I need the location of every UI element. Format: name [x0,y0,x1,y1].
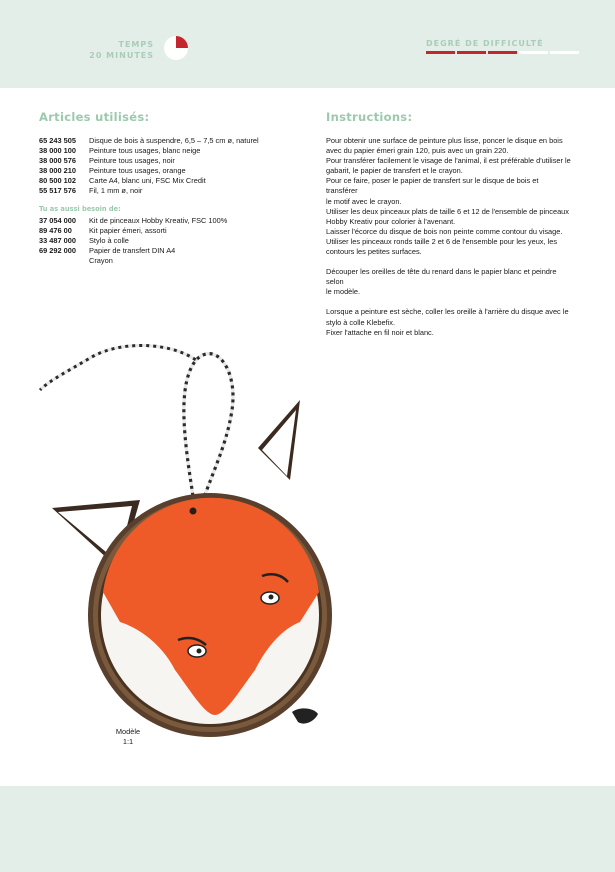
instruction-line: le motif avec le crayon. [326,196,402,206]
material-row [39,136,289,146]
instruction-line: Pour obtenir une surface de peinture plus lisse, poncer le disque en bois [326,136,563,145]
instruction-line: avec du papier émeri grain 120, puis avec un grain 220. [326,146,509,156]
article-description: Peinture tous usages, blanc neige [89,146,201,156]
difficulty-bar [488,51,517,54]
model-caption-line-2: 1:1 [122,737,134,746]
article-description: Papier de transfert DIN A4 [89,245,176,255]
time-label: TEMPS [118,40,154,49]
article-description: Stylo à colle [89,235,129,245]
instructions-title: Instructions: [326,110,413,124]
clock-icon [163,35,189,61]
material-row [39,216,289,226]
article-description: Fil, 1 mm ø, noir [89,186,143,196]
article-number: 80 500 102 [39,176,76,186]
article-number: 55 517 576 [39,186,76,196]
instruction-line: Découper les oreilles de tête du renard dans le papier blanc et peindre selon [326,267,557,287]
article-description: Disque de bois à suspendre, 6,5 – 7,5 cm ø, naturel [89,136,259,145]
fox-ornament-illustration [0,330,340,750]
article-number [39,256,89,266]
article-description: Carte A4, blanc uni, FSC Mix Credit [89,176,206,186]
material-row [39,156,289,166]
material-row [39,166,289,176]
footer-band [0,786,615,872]
materials-title: Articles utilisés: [39,110,150,124]
instruction-line: Lorsque a peinture est sèche, coller les oreille à l'arrière du disque avec le [326,307,569,317]
difficulty-bar [457,51,486,54]
article-number: 65 243 505 [39,136,76,145]
article-number: 89 476 00 [39,225,72,235]
material-row [39,246,289,256]
instruction-line: le modèle. [326,287,361,297]
article-number: 33 487 000 [39,235,76,245]
difficulty-bar [426,51,455,54]
material-row [39,146,289,156]
article-number: 37 054 000 [39,215,76,225]
clock-fill [176,36,188,48]
instruction-line: gabarit, le papier de transfert et le crayon. [326,166,463,176]
instructions-paragraph-2 [326,267,571,297]
article-number: 38 000 576 [39,156,76,166]
instruction-line: Pour ce faire, poser le papier de transfert sur le disque de bois et transférer [326,176,539,196]
article-description: Kit papier émeri, assorti [89,225,167,235]
article-number: 38 000 100 [39,146,76,156]
article-description: Crayon [89,256,113,266]
material-row [39,256,289,266]
article-number: 38 000 210 [39,166,76,176]
instructions-paragraph-3 [326,307,571,337]
article-description: Peinture tous usages, orange [89,166,186,176]
instruction-line: Utiliser les pinceaux ronds taille 2 et 6 de l'ensemble pour les yeux, les [326,236,558,246]
model-caption-line-1: Modèle [115,727,141,736]
materials-list [39,136,289,266]
time-info [86,39,154,61]
difficulty-label: DEGRÉ DE DIFFICULTÉ [426,39,544,48]
difficulty-bar [519,51,548,54]
instruction-line: Laisser l'écorce du disque de bois non peinte comme contour du visage. [326,226,563,236]
instruction-line: Hobby Kreativ pour colorier à l'avenant. [326,216,456,226]
model-caption [108,727,148,747]
material-row [39,236,289,246]
instructions-paragraph-1 [326,136,571,257]
instruction-line: stylo à colle Klebefix. [326,317,396,327]
instruction-line: Fixer l'attache en fil noir et blanc. [326,327,434,337]
also-needed-title: Tu as aussi besoin de: [39,204,121,213]
article-description: Peinture tous usages, noir [89,156,175,166]
instructions-text [326,136,571,338]
material-row [39,186,289,196]
instruction-line: Pour transférer facilement le visage de l'animal, il est préférable d'utiliser le [326,156,571,166]
difficulty-bar [550,51,579,54]
article-description: Kit de pinceaux Hobby Kreativ, FSC 100% [89,215,228,225]
material-row [39,176,289,186]
difficulty-meter [426,51,579,54]
instruction-line: Utiliser les deux pinceaux plats de taille 6 et 12 de l'ensemble de pinceaux [326,206,569,216]
time-value: 20 MINUTES [89,51,154,60]
instruction-line: contours les petites surfaces. [326,247,422,257]
article-number: 69 292 000 [39,245,76,255]
material-row [39,226,289,236]
